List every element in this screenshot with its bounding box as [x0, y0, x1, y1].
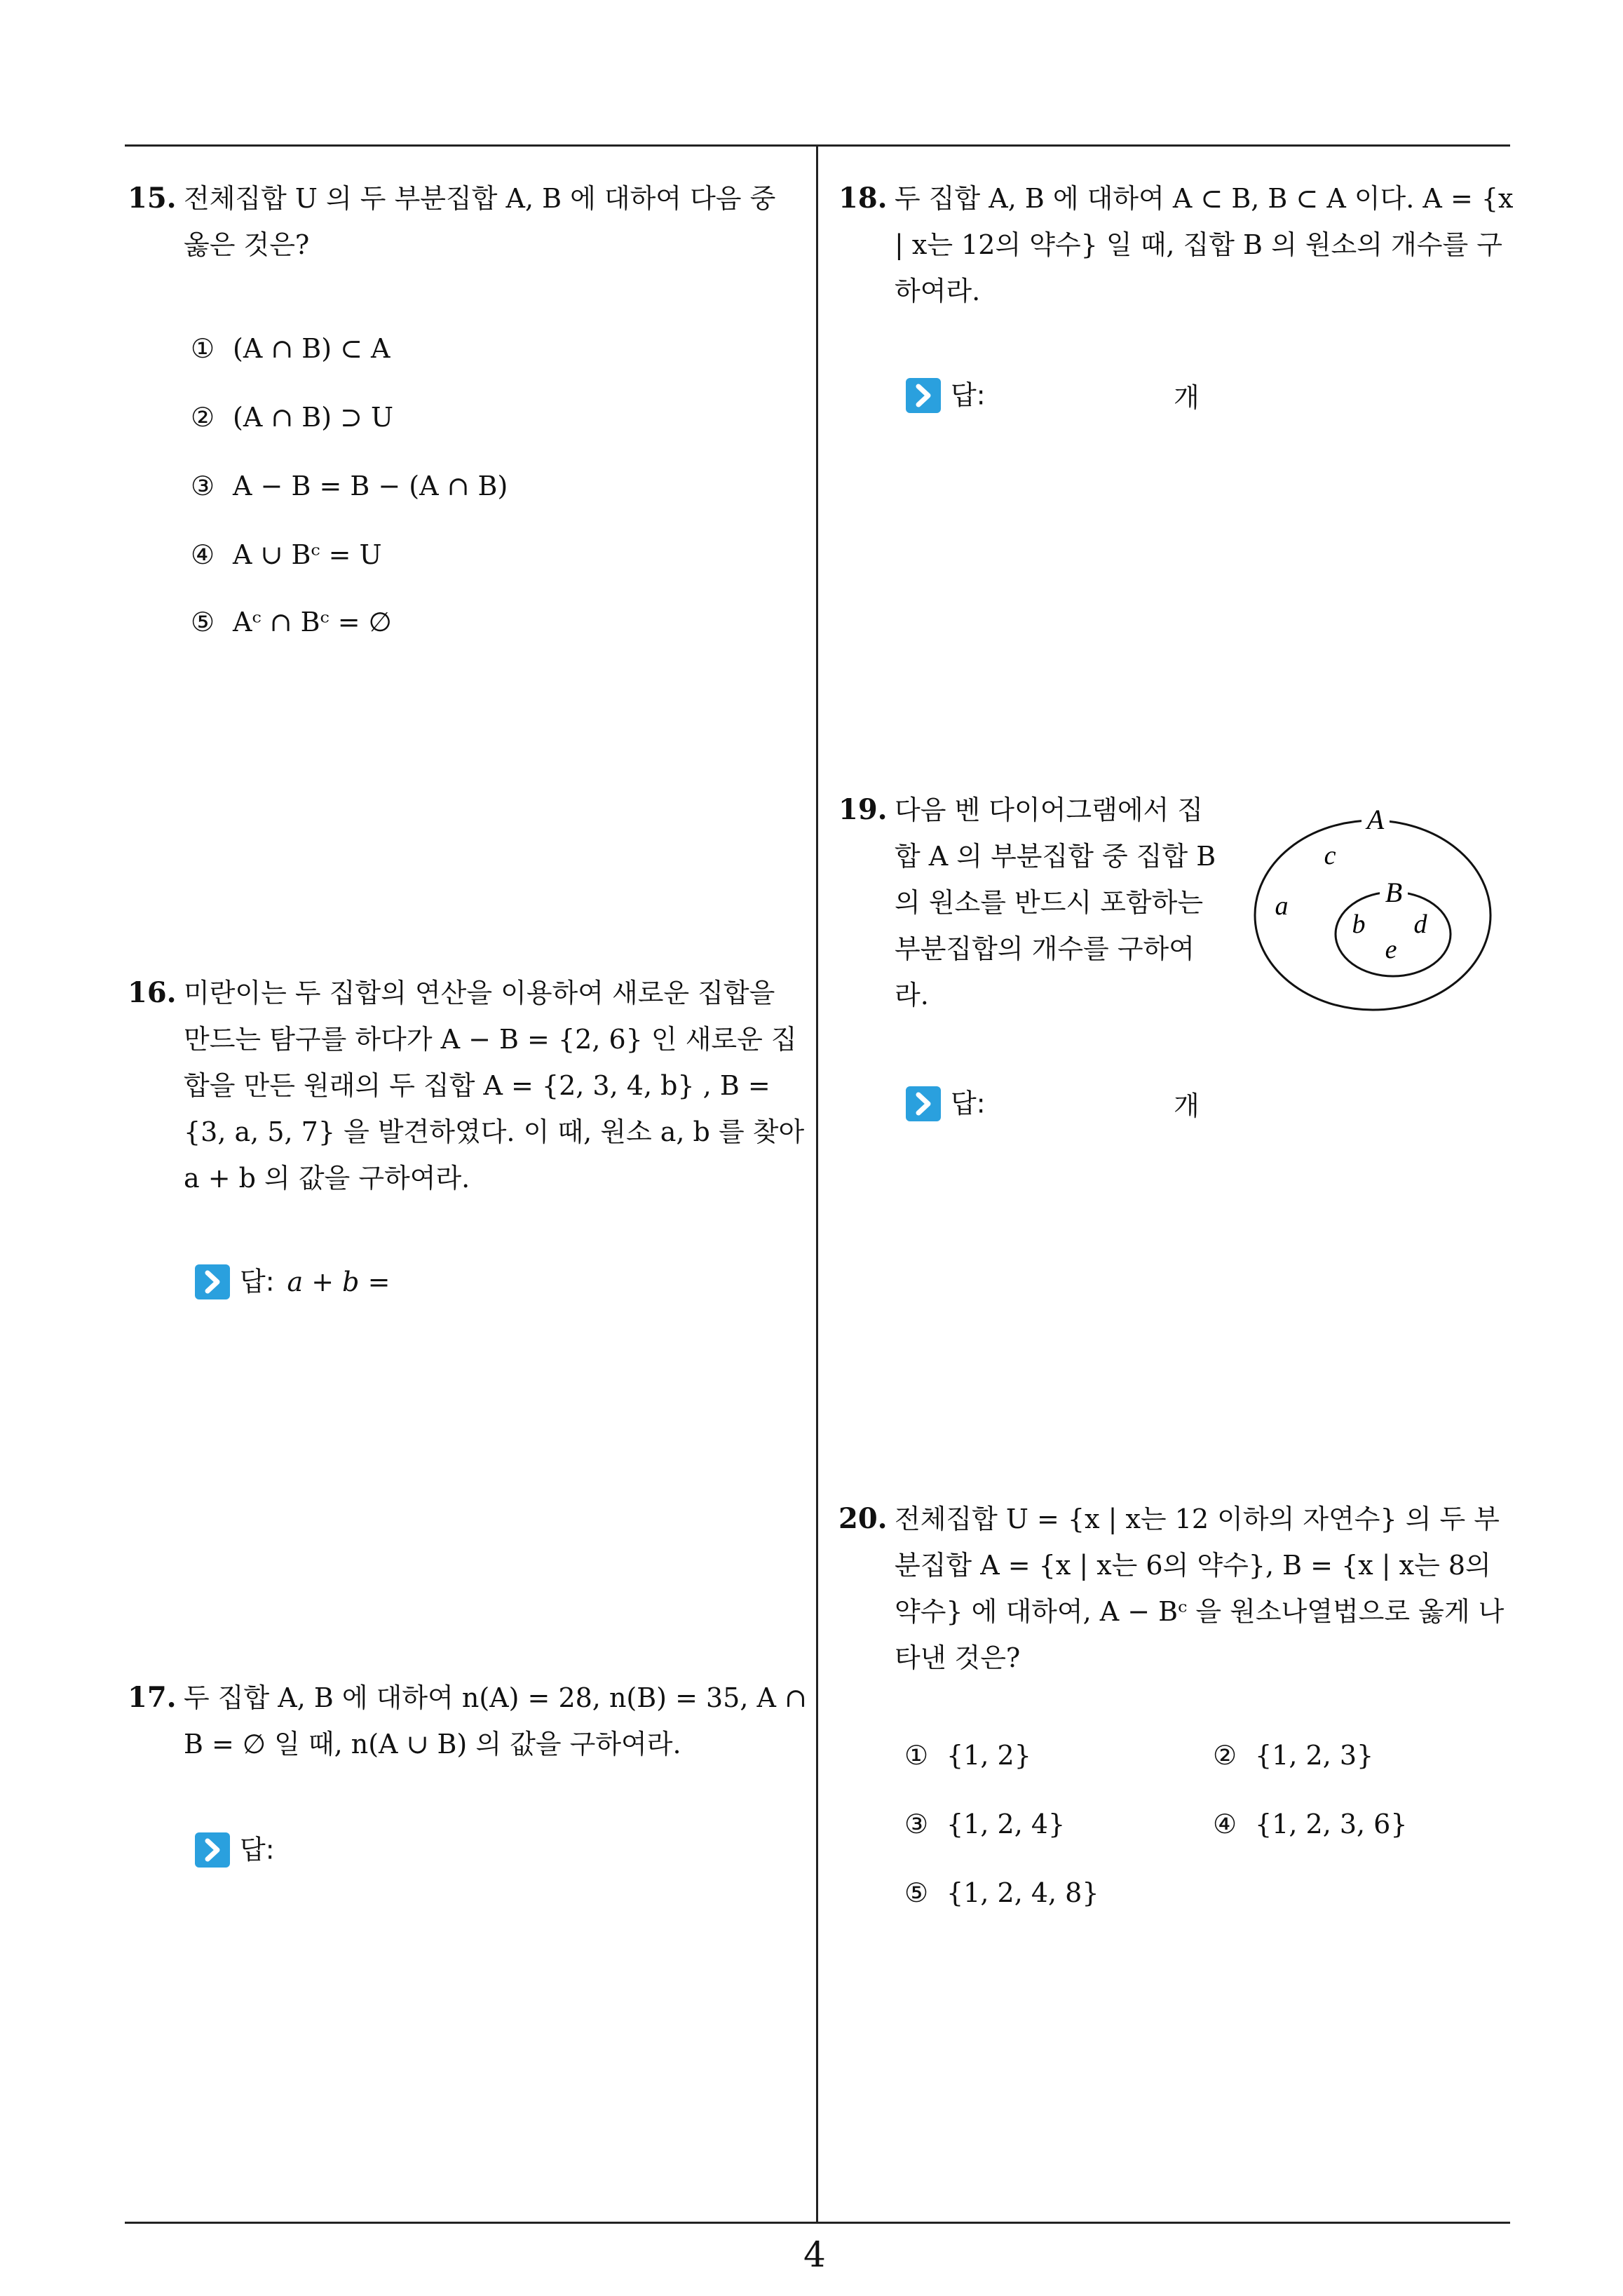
q16-answer-field[interactable]	[193, 1260, 390, 1302]
question-number: 17.	[128, 1681, 177, 1714]
venn-diagram	[1242, 799, 1509, 1024]
answer-label: 답:	[240, 1266, 275, 1297]
q20-option-4[interactable]: ④ {1, 2, 3, 6}	[1213, 1809, 1408, 1839]
page-number: 4	[803, 2234, 826, 2275]
q15-option-5[interactable]: ⑤ Aᶜ ∩ Bᶜ = ∅	[191, 607, 392, 637]
q20-option-1[interactable]: ① {1, 2}	[904, 1740, 1031, 1771]
q18-answer-field[interactable]	[904, 373, 986, 415]
venn-element-e: e	[1385, 935, 1397, 964]
q19-answer-field[interactable]	[904, 1081, 986, 1123]
question-number: 20.	[838, 1502, 888, 1535]
answer-label: 답:	[951, 379, 986, 411]
q20-option-5[interactable]: ⑤ {1, 2, 4, 8}	[904, 1877, 1099, 1908]
q15-option-1[interactable]: ① (A ∩ B) ⊂ A	[191, 333, 391, 364]
answer-arrow-icon	[904, 377, 942, 414]
question-text: 두 집합 A, B 에 대하여 n(A) = 28, n(B) = 35, A ∩ B = ∅ 일 때, n(A ∪ B) 의 값을 구하여라.	[184, 1682, 807, 1760]
q15-option-2[interactable]: ② (A ∩ B) ⊃ U	[191, 402, 394, 433]
question-text: 다음 벤 다이어그램에서 집합 A 의 부분집합 중 집합 B 의 원소를 반드시 포함하는 부분집합의 개수를 구하여라.	[895, 795, 1216, 1011]
question-20	[838, 1496, 1519, 1681]
answer-expression: a + b =	[287, 1266, 391, 1297]
q15-option-3[interactable]: ③ A − B = B − (A ∩ B)	[191, 471, 508, 501]
question-text: 두 집합 A, B 에 대하여 A ⊂ B, B ⊂ A 이다. A = {x | x는 12의 약수} 일 때, 집합 B 의 원소의 개수를 구하여라.	[895, 183, 1514, 306]
venn-element-b: b	[1352, 910, 1366, 939]
q20-option-3[interactable]: ③ {1, 2, 4}	[904, 1809, 1066, 1839]
question-text: 전체집합 U 의 두 부분집합 A, B 에 대하여 다음 중 옳은 것은?	[184, 183, 776, 260]
answer-label: 답:	[951, 1088, 986, 1119]
question-16	[128, 970, 808, 1201]
question-text: 미란이는 두 집합의 연산을 이용하여 새로운 집합을 만드는 탐구를 하다가 A − B = {2, 6} 인 새로운 집합을 만든 원래의 두 집합 A = {2, 3, 4, b} , B = {3, a, 5, 7} 을 발견하였다. 이 때, 원소 a, b 를 찾아 a + b 의 값을 구하여라.	[184, 978, 805, 1194]
question-17	[128, 1675, 808, 1767]
question-number: 16.	[128, 976, 177, 1009]
venn-element-c: c	[1324, 841, 1336, 870]
q17-answer-field[interactable]	[193, 1828, 275, 1870]
question-text: 전체집합 U = {x | x는 12 이하의 자연수} 의 두 부분집합 A = {x | x는 6의 약수}, B = {x | x는 8의 약수} 에 대하여, A − Bᶜ 을 원소나열법으로 옳게 나타낸 것은?	[895, 1504, 1505, 1673]
answer-label: 답:	[240, 1834, 275, 1865]
venn-label-b: B	[1385, 877, 1403, 908]
question-number: 19.	[838, 793, 888, 826]
question-number: 15.	[128, 182, 177, 215]
answer-arrow-icon	[193, 1831, 231, 1869]
venn-set-a	[1255, 821, 1490, 1010]
q19-unit: 개	[1174, 1090, 1200, 1121]
question-15	[128, 175, 808, 268]
venn-element-d: d	[1413, 910, 1427, 939]
q18-unit: 개	[1174, 382, 1200, 413]
q20-option-2[interactable]: ② {1, 2, 3}	[1213, 1740, 1374, 1771]
question-number: 18.	[838, 182, 888, 215]
venn-element-a: a	[1275, 891, 1289, 921]
column-divider	[816, 144, 818, 2223]
answer-arrow-icon	[193, 1263, 231, 1301]
question-19	[838, 787, 1217, 1018]
question-18	[838, 175, 1519, 314]
answer-arrow-icon	[904, 1085, 942, 1123]
venn-label-a: A	[1366, 804, 1385, 835]
q15-option-4[interactable]: ④ A ∪ Bᶜ = U	[191, 539, 382, 570]
